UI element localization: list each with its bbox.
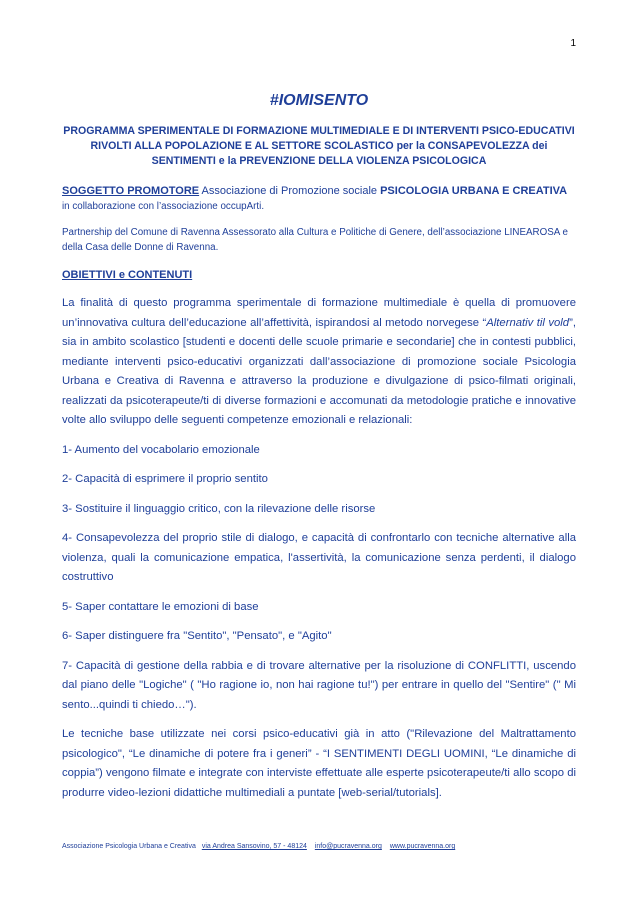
promoter-label: SOGGETTO PROMOTORE xyxy=(62,185,200,197)
footer-email-link[interactable]: info@pucravenna.org xyxy=(314,843,382,850)
partnership-text: Partnership del Comune di Ravenna Assessorato alla Cultura e Politiche di Genere, dell’associazione LINEAROSA e della Casa delle Donne di Ravenna. xyxy=(62,227,568,253)
promoter-block xyxy=(62,183,576,214)
promoter-collab: in collaborazione con l’associazione occupArti. xyxy=(62,201,265,212)
intro-before: La finalità di questo programma sperimentale di formazione multimediale è quella di promuovere un’innovativa cultura dell’educazione all’affettività, ispirandosi al metodo norvegese “ xyxy=(62,297,576,329)
page-number: 1 xyxy=(570,38,576,49)
list-item: 1- Aumento del vocabolario emozionale xyxy=(62,443,260,456)
closing-paragraph: Le tecniche base utilizzate nei corsi psico-educativi già in atto ("Rilevazione del Maltrattamento psicologico", “Le dinamiche di potere fra i generi” - “I SENTIMENTI DEGLI UOMINI, “Le dinamiche di coppia”) vengono filmate e integrate con interviste effettuate alle esperte psicoterapeute/ti allo scopo di produrre video-lezioni didattiche multimediali a puntate [web-serial/tutorials]. xyxy=(62,728,576,799)
list-item: 2- Capacità di esprimere il proprio sentito xyxy=(62,473,268,485)
list-item: 3- Sostituire il linguaggio critico, con la rilevazione delle risorse xyxy=(62,502,376,515)
promoter-line xyxy=(62,183,576,199)
footer-address-link[interactable]: via Andrea Sansovino, 57 - 48124 xyxy=(201,843,307,850)
objectives-intro xyxy=(62,294,576,431)
footer-website-link[interactable]: www.pucravenna.org xyxy=(389,843,456,850)
document-title: #IOMISENTO xyxy=(269,92,369,109)
document-subtitle: PROGRAMMA SPERIMENTALE DI FORMAZIONE MULTIMEDIALE E DI INTERVENTI PSICO-EDUCATIVI RIVOLTI ALLA POPOLAZIONE E AL SETTORE SCOLASTICO per la CONSAPEVOLEZZA dei SENTIMENTI e la PREVENZIONE DELLA VIOLENZA PSICOLOGICA xyxy=(63,125,575,167)
list-item: 7- Capacità di gestione della rabbia e di trovare alternative per la risoluzione di CONFLITTI, uscendo dal piano delle "Logiche" ( "Ho ragione io, non hai ragione tu!") per entrare in quello del "Sentire" (" Mi sento...quindi ti chiedo…"). xyxy=(62,659,576,711)
promoter-name: PSICOLOGIA URBANA E CREATIVA xyxy=(380,185,568,197)
list-item: 5- Saper contattare le emozioni di base xyxy=(62,600,259,613)
promoter-text: Associazione di Promozione sociale xyxy=(199,185,381,197)
objectives-heading: OBIETTIVI e CONTENUTI xyxy=(62,269,193,281)
list-item: 4- Consapevolezza del proprio stile di dialogo, e capacità di confrontarlo con tecniche alternative alla violenza, quali la comunicazione empatica, l'assertività, la comunicazione senza perdenti, il dialogo costruttivo xyxy=(62,532,576,583)
list-item: 6- Saper distinguere fra "Sentito", "Pensato", e "Agito" xyxy=(62,630,332,642)
intro-italic: Alternativ til vold xyxy=(486,316,570,329)
intro-after: ”, sia in ambito scolastico [studenti e docenti delle scuole primarie e secondarie] che in contesti pubblici, mediante interventi psico-educativi organizzati dall’associazione di promozione sociale Psicologia Urbana e Creativa di Ravenna e attraverso la produzione e divulgazione di psico-filmati originali, realizzati da psicoterapeute/ti di diverse formazioni e accomunati da metodologie pratiche e innovative volte allo sviluppo delle seguenti competenze emozionali e relazionali: xyxy=(62,316,576,426)
footer-org: Associazione Psicologia Urbana e Creativa xyxy=(62,843,196,850)
page-footer xyxy=(62,843,455,850)
